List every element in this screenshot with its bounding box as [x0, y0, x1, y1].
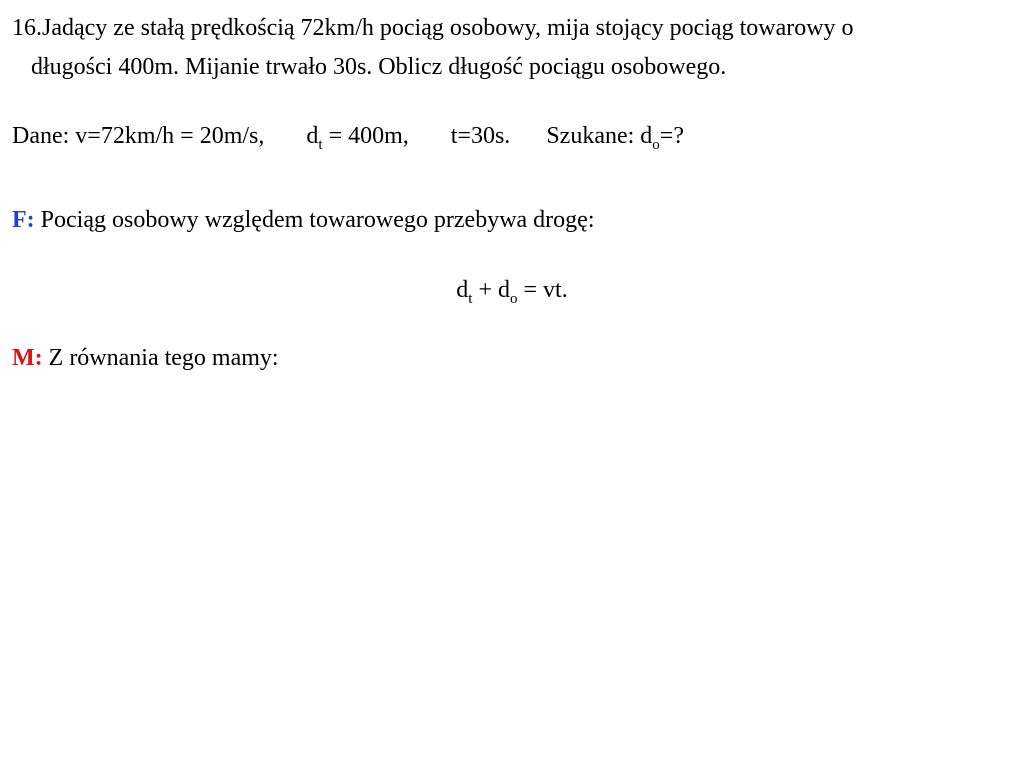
given-values — [12, 123, 684, 153]
step-f — [12, 208, 595, 232]
step-f-label: F: — [12, 207, 35, 233]
step-m-text: Z równania tego mamy: — [42, 345, 279, 371]
given-dt-subscript: t — [318, 137, 323, 153]
problem-statement-line-1: 16.Jadący ze stałą prędkością 72km/h pociąg osobowy, mija stojący pociąg towarowy o — [12, 15, 854, 41]
equation-d: d — [456, 277, 469, 303]
given-time: t=30s. — [450, 123, 511, 149]
equation-sub-o: o — [510, 291, 518, 307]
given-dt-symbol: d — [306, 123, 319, 149]
sought-subscript: o — [652, 137, 660, 153]
problem-statement-line-2: długości 400m. Mijanie trwało 30s. Oblicz długość pociągu osobowego. — [31, 54, 727, 80]
step-m — [12, 346, 279, 370]
equation-sub-t: t — [468, 291, 473, 307]
equation — [0, 277, 1024, 307]
equation-plus-d: + d — [472, 277, 510, 303]
sought-prefix: Szukane: d — [546, 123, 653, 149]
sought-suffix: =? — [659, 123, 684, 149]
step-m-label: M: — [12, 345, 43, 371]
given-dane: Dane: v=72km/h = 20m/s, — [12, 123, 265, 149]
given-dt-value: = 400m, — [322, 123, 409, 149]
step-f-text: Pociąg osobowy względem towarowego przebywa drogę: — [34, 207, 595, 233]
equation-rest: = vt. — [517, 277, 568, 303]
